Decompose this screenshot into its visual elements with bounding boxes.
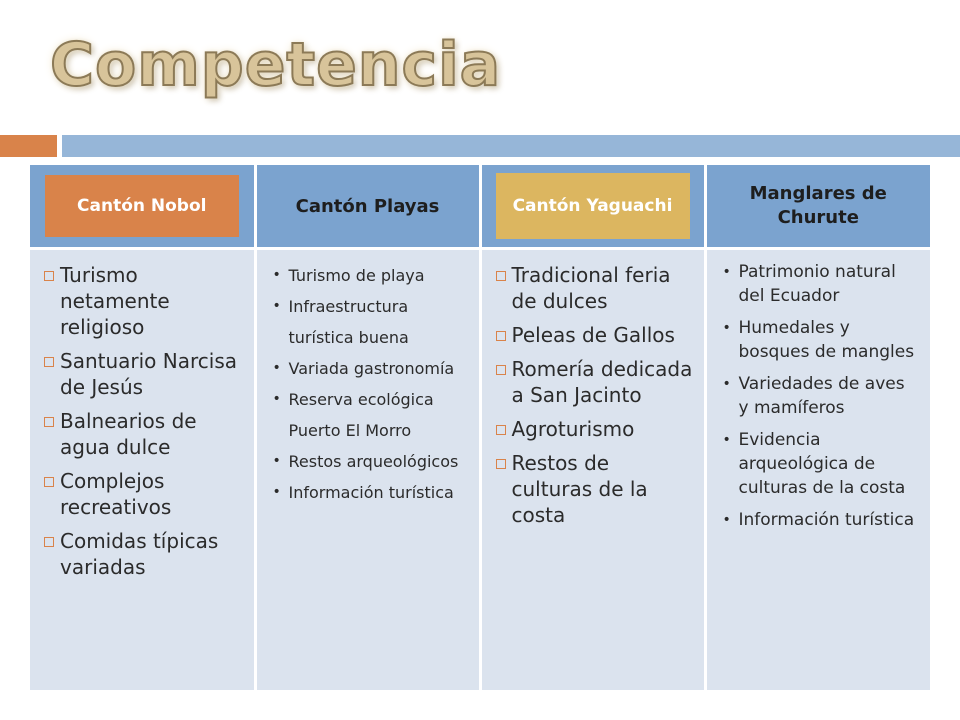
cell-canton-yaguachi	[480, 249, 705, 691]
list-canton-yaguachi	[482, 250, 704, 528]
square-bullet-icon	[44, 477, 54, 487]
bullet-icon: •	[722, 432, 731, 448]
header-label: Cantón Nobol	[77, 196, 207, 216]
list-item	[723, 508, 921, 532]
list-item	[273, 446, 469, 477]
list-item-text: Variedades de aves y mamíferos	[738, 374, 905, 418]
list-item	[44, 408, 244, 460]
list-item	[496, 416, 694, 442]
square-bullet-icon	[44, 357, 54, 367]
list-item	[723, 372, 921, 420]
bullet-icon: •	[272, 391, 281, 407]
competition-table	[30, 165, 930, 690]
square-bullet-icon	[496, 459, 506, 469]
bullet-icon: •	[722, 376, 731, 392]
header-label-box	[45, 175, 239, 237]
bullet-icon: •	[272, 267, 281, 283]
square-bullet-icon	[496, 271, 506, 281]
list-item	[273, 291, 469, 353]
list-item-text: Humedales y bosques de mangles	[738, 318, 915, 362]
list-canton-playas	[257, 250, 479, 508]
list-item	[44, 468, 244, 520]
list-item-text: Información turística	[738, 510, 915, 530]
list-item-text: Información turística	[288, 483, 454, 502]
bullet-icon: •	[272, 360, 281, 376]
accent-bar-blue	[62, 135, 960, 157]
list-item	[273, 477, 469, 508]
list-item-text: Agroturismo	[511, 417, 635, 441]
bullet-icon: •	[722, 512, 731, 528]
list-canton-nobol	[30, 250, 254, 580]
header-canton-playas	[255, 165, 480, 249]
list-item-text: Reserva ecológica Puerto El Morro	[288, 390, 434, 440]
list-item	[273, 353, 469, 384]
list-item-text: Comidas típicas variadas	[60, 529, 219, 579]
table-header-row	[30, 165, 930, 249]
list-item	[496, 356, 694, 408]
list-item-text: Turismo netamente religioso	[60, 263, 170, 339]
header-label: Manglares de Churute	[749, 183, 887, 228]
header-label-box	[496, 173, 690, 239]
list-item	[44, 262, 244, 340]
list-item	[723, 260, 921, 308]
list-item	[496, 322, 694, 348]
list-item-text: Complejos recreativos	[60, 469, 172, 519]
cell-canton-playas	[255, 249, 480, 691]
list-item-text: Patrimonio natural del Ecuador	[738, 262, 896, 306]
square-bullet-icon	[44, 537, 54, 547]
square-bullet-icon	[496, 331, 506, 341]
list-item	[44, 528, 244, 580]
list-item-text: Peleas de Gallos	[511, 323, 675, 347]
cell-canton-nobol	[30, 249, 255, 691]
list-item-text: Tradicional feria de dulces	[511, 263, 671, 313]
bullet-icon: •	[722, 320, 731, 336]
header-label: Cantón Playas	[295, 195, 440, 217]
list-manglares-churute	[707, 250, 931, 532]
square-bullet-icon	[496, 425, 506, 435]
list-item	[273, 384, 469, 446]
slide-title: Competencia	[50, 30, 502, 100]
list-item-text: Balnearios de agua dulce	[60, 409, 197, 459]
table-body-row	[30, 249, 930, 691]
list-item	[44, 348, 244, 400]
header-manglares-churute	[705, 165, 930, 249]
list-item-text: Romería dedicada a San Jacinto	[511, 357, 693, 407]
bullet-icon: •	[722, 264, 731, 280]
list-item-text: Santuario Narcisa de Jesús	[60, 349, 238, 399]
list-item	[273, 260, 469, 291]
accent-bar-orange	[0, 135, 57, 157]
list-item-text: Restos de culturas de la costa	[511, 451, 648, 527]
header-label: Cantón Yaguachi	[512, 196, 673, 216]
list-item	[496, 450, 694, 528]
list-item	[723, 316, 921, 364]
cell-manglares-churute	[705, 249, 930, 691]
bullet-icon: •	[272, 298, 281, 314]
bullet-icon: •	[272, 453, 281, 469]
square-bullet-icon	[44, 271, 54, 281]
square-bullet-icon	[496, 365, 506, 375]
header-canton-yaguachi	[480, 165, 705, 249]
square-bullet-icon	[44, 417, 54, 427]
list-item-text: Restos arqueológicos	[288, 452, 459, 471]
list-item	[723, 428, 921, 500]
list-item-text: Turismo de playa	[288, 266, 425, 285]
list-item-text: Variada gastronomía	[288, 359, 455, 378]
header-canton-nobol	[30, 165, 255, 249]
list-item-text: Infraestructura turística buena	[288, 297, 409, 347]
bullet-icon: •	[272, 484, 281, 500]
list-item	[496, 262, 694, 314]
list-item-text: Evidencia arqueológica de culturas de la costa	[738, 430, 906, 498]
